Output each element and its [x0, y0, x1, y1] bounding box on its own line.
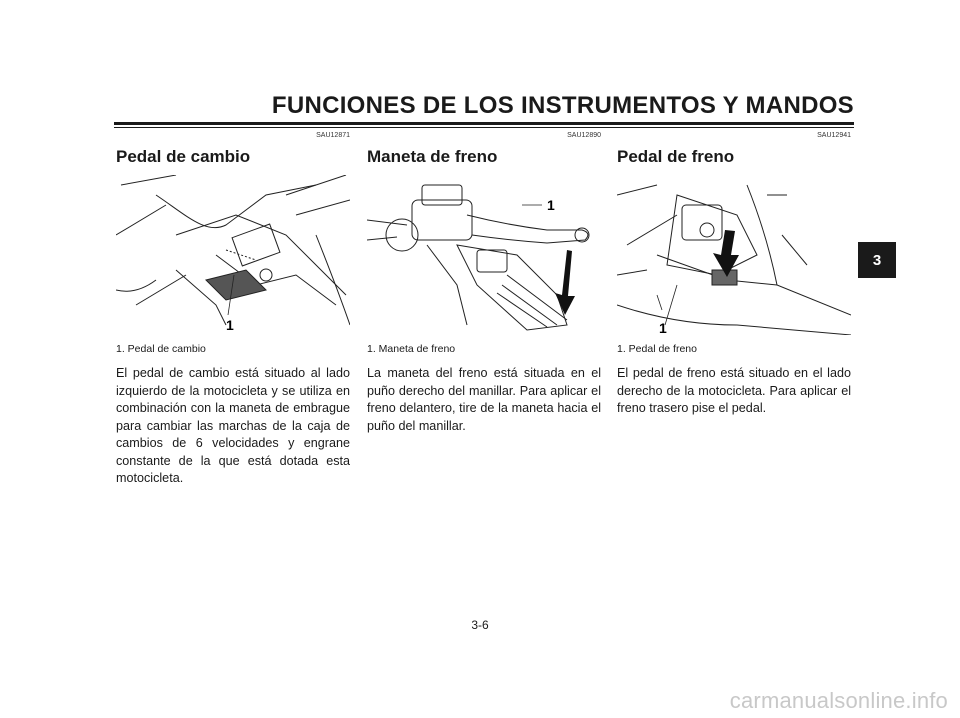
callout-number: 1: [226, 317, 234, 333]
brake-lever-illustration: [367, 175, 601, 335]
section-code: SAU12871: [316, 132, 350, 139]
section-title: Pedal de freno: [617, 147, 735, 166]
section-shift-pedal: [116, 132, 350, 488]
section-code: SAU12890: [567, 132, 601, 139]
callout-number: 1: [659, 320, 667, 335]
section-code: SAU12941: [817, 132, 851, 139]
header-rule: [114, 122, 854, 125]
figure-caption: 1. Pedal de freno: [617, 343, 697, 355]
section-title: Maneta de freno: [367, 147, 498, 166]
header-title: FUNCIONES DE LOS INSTRUMENTOS Y MANDOS: [271, 92, 854, 119]
section-brake-pedal: [617, 132, 851, 418]
watermark: carmanualsonline.info: [729, 688, 948, 713]
figure-caption: 1. Maneta de freno: [367, 343, 456, 355]
shift-pedal-illustration: [116, 175, 350, 335]
callout-number: 1: [547, 197, 555, 213]
section-body: El pedal de freno está situado en el lado derecho de la motocicleta. Para aplicar el freno trasero pise el pedal.: [617, 366, 851, 415]
figure-caption: 1. Pedal de cambio: [116, 343, 206, 355]
arrow-icon: [555, 250, 575, 315]
brake-pedal-illustration: [617, 175, 851, 335]
section-brake-lever: [367, 132, 601, 435]
section-title: Pedal de cambio: [116, 147, 251, 166]
header-rule-thin: [114, 127, 854, 128]
page-number: 3-6: [471, 618, 489, 632]
chapter-tab[interactable]: 3: [858, 242, 896, 278]
section-body: El pedal de cambio está situado al lado izquierdo de la motocicleta y se utiliza en combinación con la maneta de embrague para cambiar las marchas de la caja de cambios de 6 velocidades y engrane constante de la que está dotada esta motocicleta.: [116, 366, 350, 485]
section-body: La maneta del freno está situada en el puño derecho del manillar. Para aplicar el freno delantero, tire de la maneta hacia el puño del manillar.: [367, 366, 601, 433]
